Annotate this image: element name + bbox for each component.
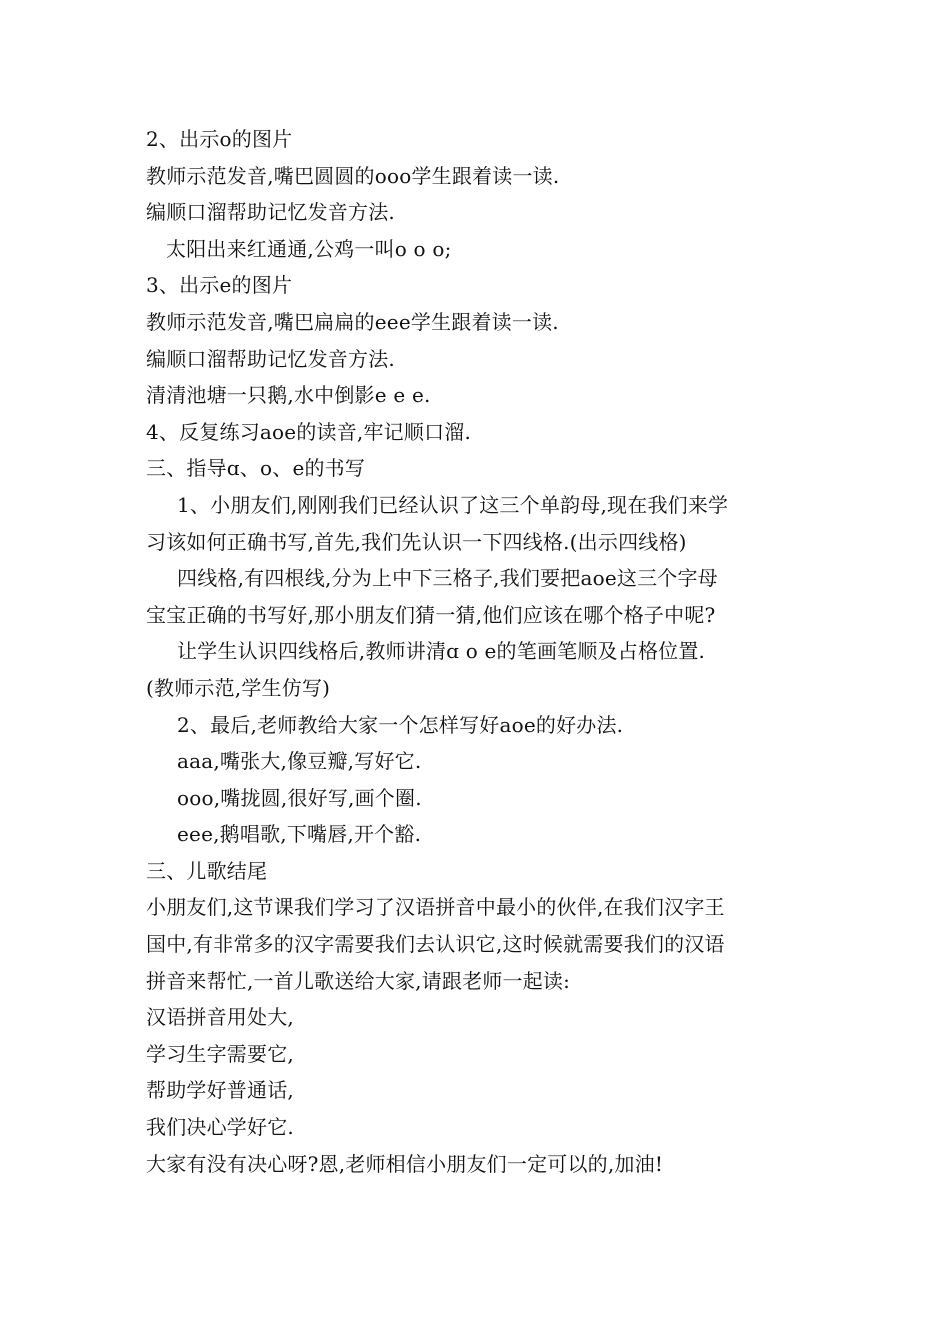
rhyme-line: 清清池塘一只鹅,水中倒影e e e. <box>146 383 431 408</box>
section-heading-practice: 4、反复练习aoe的读音,牢记顺口溜. <box>146 419 472 444</box>
paragraph-line: 教师示范发音,嘴巴扁扁的eee学生跟着读一读. <box>146 309 559 334</box>
rhyme-line: eee,鹅唱歌,下嘴唇,开个豁. <box>177 822 422 847</box>
document-page <box>146 121 816 1182</box>
paragraph-line: 习该如何正确书写,首先,我们先认识一下四线格.(出示四线格) <box>146 529 687 554</box>
paragraph-line: 教师示范发音,嘴巴圆圆的ooo学生跟着读一读. <box>146 163 560 188</box>
rhyme-line: 太阳出来红通通,公鸡一叫o o o; <box>166 236 452 261</box>
poem-line: 我们决心学好它. <box>146 1115 294 1140</box>
paragraph-line: 1、小朋友们,刚刚我们已经认识了这三个单韵母,现在我们来学 <box>177 492 729 517</box>
section-heading-o: 2、出示o的图片 <box>146 127 293 151</box>
section-heading-ending: 三、儿歌结尾 <box>146 858 268 883</box>
paragraph-line: 四线格,有四根线,分为上中下三格子,我们要把aoe这三个字母 <box>177 566 718 591</box>
paragraph-line: (教师示范,学生仿写) <box>146 675 331 700</box>
paragraph-line: 让学生认识四线格后,教师讲清ɑ o e的笔画笔顺及占格位置. <box>177 639 706 664</box>
paragraph-line: 国中,有非常多的汉字需要我们去认识它,这时候就需要我们的汉语 <box>146 932 725 957</box>
paragraph-line: 宝宝正确的书写好,那小朋友们猜一猜,他们应该在哪个格子中呢? <box>146 602 716 627</box>
poem-line: 帮助学好普通话, <box>146 1078 294 1103</box>
poem-line: 汉语拼音用处大, <box>146 1005 294 1030</box>
paragraph-line: 小朋友们,这节课我们学习了汉语拼音中最小的伙伴,在我们汉字王 <box>146 895 725 920</box>
rhyme-line: ooo,嘴拢圆,很好写,画个圈. <box>177 785 422 810</box>
section-heading-e: 3、出示e的图片 <box>146 273 293 298</box>
paragraph-line: 编顺口溜帮助记忆发音方法. <box>146 200 395 225</box>
section-heading-writing: 三、指导ɑ、o、e的书写 <box>146 456 366 481</box>
poem-line: 学习生字需要它, <box>146 1041 294 1066</box>
closing-line: 大家有没有决心呀?恩,老师相信小朋友们一定可以的,加油! <box>146 1151 664 1176</box>
paragraph-line: 编顺口溜帮助记忆发音方法. <box>146 346 395 371</box>
paragraph-line: 2、最后,老师教给大家一个怎样写好aoe的好办法. <box>177 712 624 737</box>
paragraph-line: 拼音来帮忙,一首儿歌送给大家,请跟老师一起读: <box>146 968 571 993</box>
rhyme-line: aaa,嘴张大,像豆瓣,写好它. <box>177 749 422 774</box>
